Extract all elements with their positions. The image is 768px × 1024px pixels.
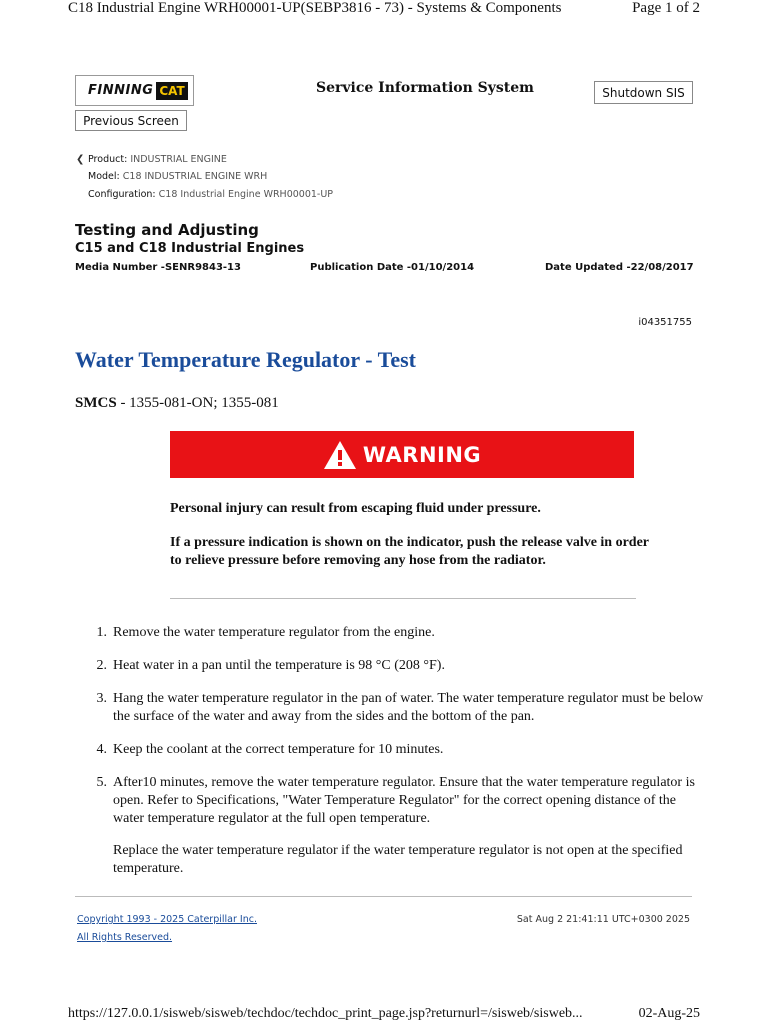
list-item xyxy=(90,774,710,878)
configuration-label: Configuration: xyxy=(88,189,156,200)
list-item xyxy=(90,624,710,642)
warning-line-1: Personal injury can result from escaping fluid under pressure. xyxy=(170,501,541,516)
document-subtitle: C15 and C18 Industrial Engines xyxy=(75,241,305,256)
list-item xyxy=(90,741,710,759)
date-updated: Date Updated -22/08/2017 xyxy=(545,262,694,273)
document-id: i04351755 xyxy=(638,317,692,328)
smcs-line xyxy=(75,395,279,412)
model-value: C18 INDUSTRIAL ENGINE WRH xyxy=(122,171,268,182)
warning-banner xyxy=(170,431,634,478)
step-number: 5. xyxy=(96,775,107,790)
list-item xyxy=(90,690,710,726)
product-row[interactable] xyxy=(76,154,227,165)
logo-badge: CAT xyxy=(156,82,187,100)
product-label: Product: xyxy=(88,154,128,165)
step-text-note: Replace the water temperature regulator if the water temperature regulator is not open at the specified temperature. xyxy=(113,843,683,876)
step-text: After10 minutes, remove the water temperature regulator. Ensure that the water temperature regulator is open. Refer to Specifications, "Water Temperature Regulator" for the correct opening distance of the water temperature regulator at the full open temperature. xyxy=(113,775,695,826)
product-value: INDUSTRIAL ENGINE xyxy=(130,154,227,165)
step-number: 1. xyxy=(96,625,107,640)
step-number: 3. xyxy=(96,691,107,706)
model-row xyxy=(88,171,267,182)
copyright-link[interactable]: Copyright 1993 - 2025 Caterpillar Inc. xyxy=(77,914,257,925)
chevron-left-icon[interactable]: ❮ xyxy=(76,154,85,165)
footer-divider xyxy=(75,896,692,897)
document-type: Testing and Adjusting xyxy=(75,221,259,239)
print-footer-url: https://127.0.0.1/sisweb/sisweb/techdoc/techdoc_print_page.jsp?returnurl=/sisweb/sisweb... xyxy=(68,1006,583,1021)
step-text: Hang the water temperature regulator in the pan of water. The water temperature regulator must be below the surface of the water and away from the sides and the bottom of the pan. xyxy=(113,691,704,724)
model-label: Model: xyxy=(88,171,120,182)
warning-label: WARNING xyxy=(362,442,482,467)
procedure-steps xyxy=(90,624,710,893)
smcs-value: - 1355-081-ON; 1355-081 xyxy=(116,395,279,411)
previous-screen-button[interactable]: Previous Screen xyxy=(75,110,187,131)
warning-triangle-icon xyxy=(323,440,357,470)
print-footer-date: 02-Aug-25 xyxy=(638,1006,700,1021)
list-item xyxy=(90,657,710,675)
smcs-label: SMCS xyxy=(75,395,117,411)
publication-date: Publication Date -01/10/2014 xyxy=(310,262,475,273)
step-text: Keep the coolant at the correct temperature for 10 minutes. xyxy=(113,742,444,757)
step-text: Heat water in a pan until the temperature is 98 °C (208 °F). xyxy=(113,658,445,673)
configuration-value: C18 Industrial Engine WRH00001-UP xyxy=(158,189,334,200)
page-title: Water Temperature Regulator - Test xyxy=(75,347,416,372)
divider xyxy=(170,598,636,599)
step-number: 4. xyxy=(96,742,107,757)
configuration-row xyxy=(88,189,333,200)
media-number: Media Number -SENR9843-13 xyxy=(75,262,241,273)
shutdown-sis-button[interactable]: Shutdown SIS xyxy=(594,81,693,104)
step-text: Remove the water temperature regulator from the engine. xyxy=(113,625,435,640)
timestamp: Sat Aug 2 21:41:11 UTC+0300 2025 xyxy=(516,914,690,925)
print-header-page: Page 1 of 2 xyxy=(632,0,700,16)
finning-cat-logo xyxy=(75,75,194,106)
system-title: Service Information System xyxy=(316,80,534,96)
rights-link[interactable]: All Rights Reserved. xyxy=(77,932,173,943)
step-number: 2. xyxy=(96,658,107,673)
logo-text: FINNING xyxy=(88,83,154,98)
warning-line-2: If a pressure indication is shown on the indicator, push the release valve in order to relieve pressure before removing any hose from the radiator. xyxy=(170,535,649,568)
print-header-title: C18 Industrial Engine WRH00001-UP(SEBP3816 - 73) - Systems & Components xyxy=(68,0,562,16)
